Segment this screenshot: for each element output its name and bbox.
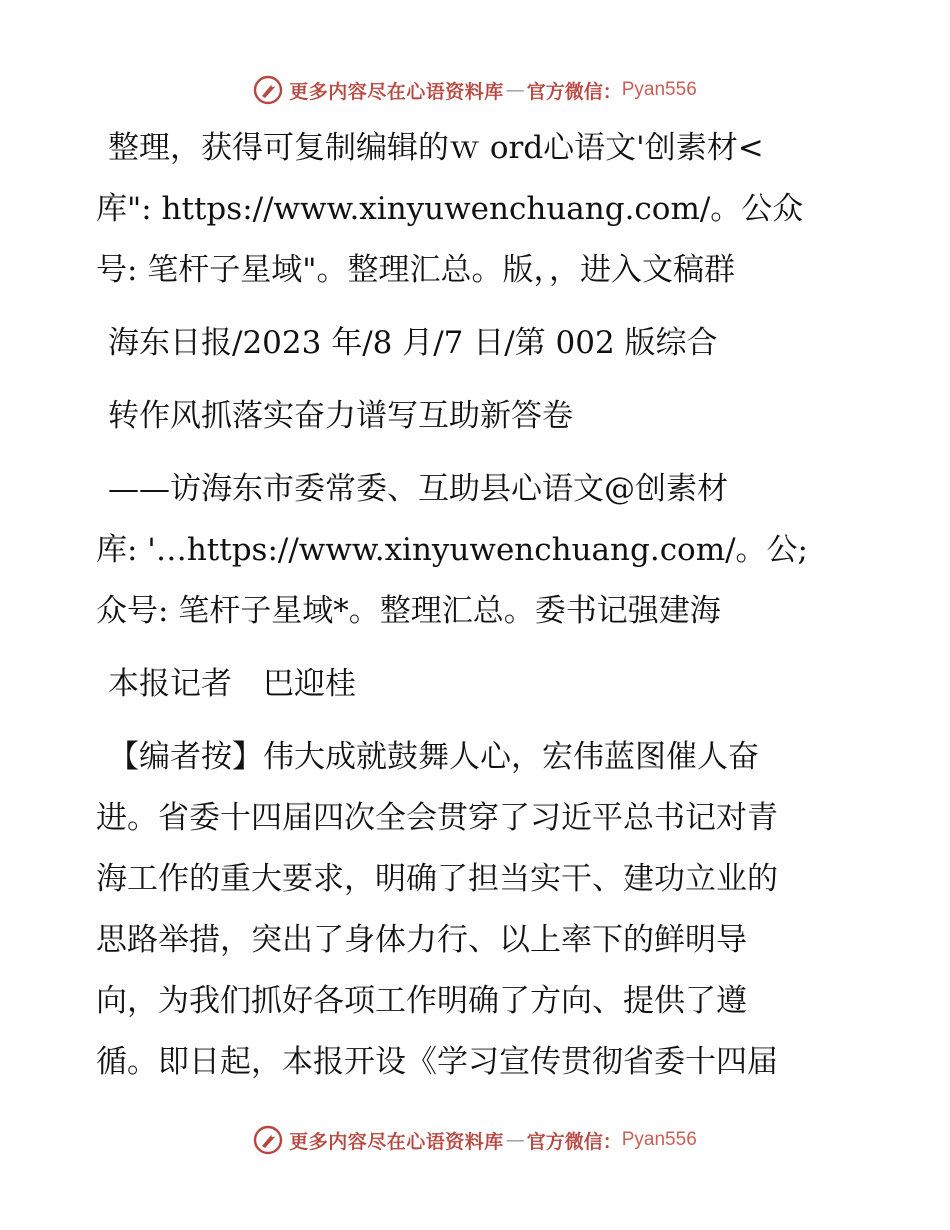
pen-nib-logo-icon [253, 75, 283, 105]
banner-separator: — [505, 1129, 525, 1151]
pen-nib-logo-icon [253, 1125, 283, 1155]
document-content [96, 118, 866, 1093]
editor-note-line: 循。即日起，本报开设《学习宣传贯彻省委十四届 [96, 1044, 778, 1080]
header-paragraph [96, 118, 866, 301]
dateline: 海东日报/2023 年/8 月/7 日/第 002 版综合 [108, 325, 718, 361]
subheadline-line: 库: '…https://www.xinyuwenchuang.com/。公; [96, 532, 809, 568]
editor-note-line: 思路举措，突出了身体力行、以上率下的鲜明导 [96, 922, 747, 958]
header-line: 库": https://www.xinyuwenchuang.com/。公众 [96, 191, 804, 227]
bottom-banner [0, 1120, 950, 1160]
editor-note-line: 进。省委十四届四次全会贯穿了习近平总书记对青 [96, 800, 778, 836]
top-banner [0, 70, 950, 110]
editor-note-line: 向，为我们抓好各项工作明确了方向、提供了遵 [96, 983, 747, 1019]
banner-wechat-label: 官方微信： [526, 80, 622, 103]
subheadline-line: 众号: 笔杆子星域*。整理汇总。委书记强建海 [96, 593, 721, 629]
banner-wechat-id: Pyan556 [621, 79, 697, 100]
byline: 本报记者 巴迎桂 [108, 666, 356, 702]
headline: 转作风抓落实奋力谱写互助新答卷 [108, 398, 573, 434]
banner-wechat-label: 官方微信： [526, 1130, 622, 1153]
banner-separator: — [505, 79, 525, 101]
banner-text: 更多内容尽在心语资料库 [289, 80, 504, 103]
header-line: 整理，获得可复制编辑的ｗ ord心语文'创素材< [108, 130, 764, 166]
editor-note-line: 【编者按】伟大成就鼓舞人心，宏伟蓝图催人奋 [108, 739, 759, 775]
header-line: 号: 笔杆子星域"。整理汇总。版，，进入文稿群 [96, 252, 736, 288]
editor-note-line: 海工作的重大要求，明确了担当实干、建功立业的 [96, 861, 778, 897]
editor-note [96, 727, 866, 1093]
subheadline [96, 459, 866, 642]
banner-wechat-id: Pyan556 [621, 1129, 697, 1150]
banner-text: 更多内容尽在心语资料库 [289, 1130, 504, 1153]
subheadline-line: ——访海东市委常委、互助县心语文@创素材 [108, 471, 728, 507]
